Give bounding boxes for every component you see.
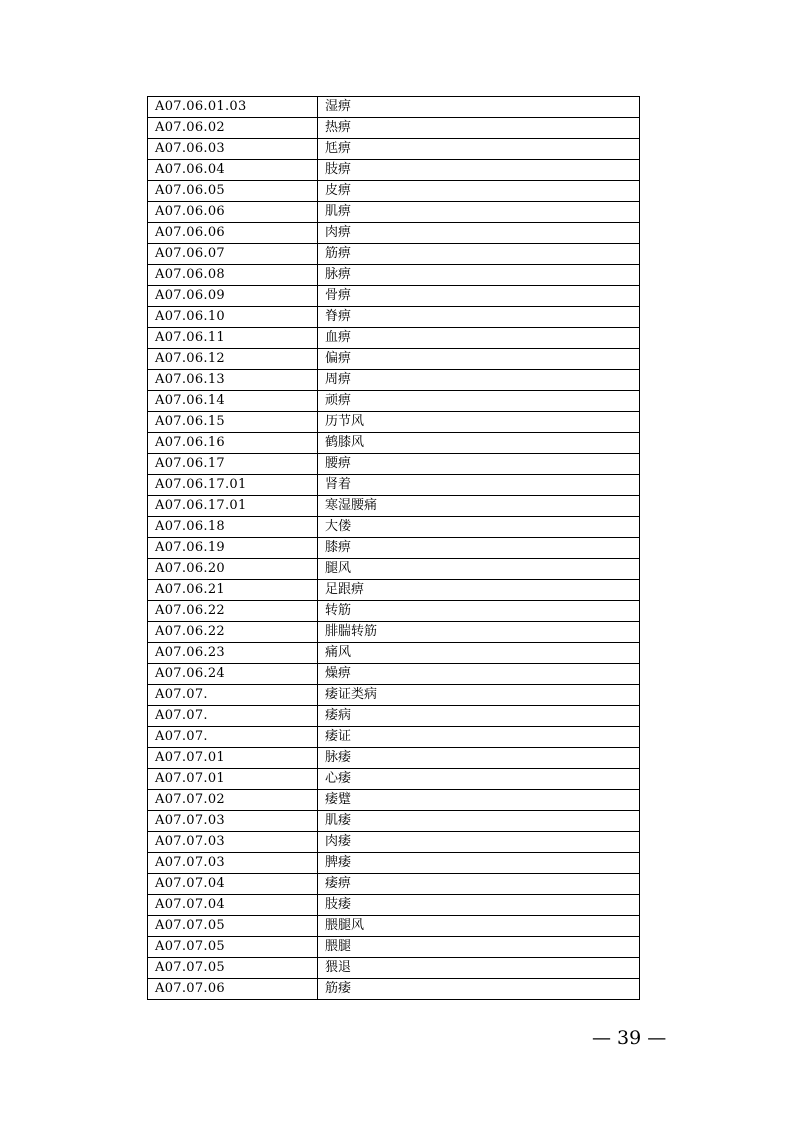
code-cell: A07.06.02 — [148, 118, 318, 139]
term-cell: 尪痹 — [318, 139, 640, 160]
table-row — [148, 727, 640, 748]
term-cell: 筋痹 — [318, 244, 640, 265]
table-row — [148, 223, 640, 244]
table-row — [148, 790, 640, 811]
code-cell: A07.07.06 — [148, 979, 318, 1000]
table-row — [148, 391, 640, 412]
code-cell: A07.07.05 — [148, 937, 318, 958]
code-cell: A07.06.05 — [148, 181, 318, 202]
table-row — [148, 832, 640, 853]
table-row — [148, 895, 640, 916]
code-cell: A07.06.09 — [148, 286, 318, 307]
term-cell: 偏痹 — [318, 349, 640, 370]
term-cell: 鹤膝风 — [318, 433, 640, 454]
code-cell: A07.06.23 — [148, 643, 318, 664]
table-row — [148, 433, 640, 454]
term-cell: 足跟痹 — [318, 580, 640, 601]
table-row — [148, 979, 640, 1000]
table-row — [148, 706, 640, 727]
table-row — [148, 811, 640, 832]
page-number: — 39 — — [592, 1027, 667, 1049]
code-cell: A07.07.01 — [148, 769, 318, 790]
table-row — [148, 370, 640, 391]
code-cell: A07.06.06 — [148, 223, 318, 244]
term-cell: 筋痿 — [318, 979, 640, 1000]
code-cell: A07.07.01 — [148, 748, 318, 769]
table-row — [148, 748, 640, 769]
table-row — [148, 496, 640, 517]
table-row — [148, 601, 640, 622]
code-cell: A07.07. — [148, 685, 318, 706]
table-row — [148, 580, 640, 601]
code-cell: A07.07. — [148, 706, 318, 727]
term-cell: 骨痹 — [318, 286, 640, 307]
code-cell: A07.06.04 — [148, 160, 318, 181]
table-row — [148, 643, 640, 664]
code-cell: A07.06.07 — [148, 244, 318, 265]
code-cell: A07.07.02 — [148, 790, 318, 811]
code-cell: A07.06.17 — [148, 454, 318, 475]
term-cell: 腲腿 — [318, 937, 640, 958]
table-row — [148, 769, 640, 790]
code-cell: A07.06.13 — [148, 370, 318, 391]
table-row — [148, 307, 640, 328]
table-row — [148, 139, 640, 160]
code-cell: A07.06.17.01 — [148, 496, 318, 517]
table-row — [148, 958, 640, 979]
term-cell: 肉痿 — [318, 832, 640, 853]
table-row — [148, 874, 640, 895]
code-cell: A07.06.03 — [148, 139, 318, 160]
code-cell: A07.06.15 — [148, 412, 318, 433]
term-cell: 肢痿 — [318, 895, 640, 916]
table-row — [148, 538, 640, 559]
table-row — [148, 160, 640, 181]
code-cell: A07.06.14 — [148, 391, 318, 412]
term-cell: 猥退 — [318, 958, 640, 979]
term-cell: 湿痹 — [318, 97, 640, 118]
code-cell: A07.06.12 — [148, 349, 318, 370]
code-cell: A07.07.05 — [148, 916, 318, 937]
term-cell: 顽痹 — [318, 391, 640, 412]
code-cell: A07.06.22 — [148, 601, 318, 622]
code-cell: A07.06.24 — [148, 664, 318, 685]
term-cell: 脉痹 — [318, 265, 640, 286]
code-cell: A07.06.06 — [148, 202, 318, 223]
term-cell: 肌痿 — [318, 811, 640, 832]
term-cell: 燥痹 — [318, 664, 640, 685]
code-cell: A07.07.03 — [148, 811, 318, 832]
table-row — [148, 181, 640, 202]
code-cell: A07.07.03 — [148, 853, 318, 874]
term-cell: 腓腨转筋 — [318, 622, 640, 643]
term-cell: 大偻 — [318, 517, 640, 538]
term-cell: 腰痹 — [318, 454, 640, 475]
code-cell: A07.06.11 — [148, 328, 318, 349]
code-cell: A07.06.16 — [148, 433, 318, 454]
code-cell: A07.06.21 — [148, 580, 318, 601]
code-cell: A07.06.01.03 — [148, 97, 318, 118]
table-row — [148, 664, 640, 685]
term-cell: 肾着 — [318, 475, 640, 496]
term-cell: 痿证 — [318, 727, 640, 748]
term-cell: 痿痹 — [318, 874, 640, 895]
code-cell: A07.06.08 — [148, 265, 318, 286]
term-cell: 痿证类病 — [318, 685, 640, 706]
term-cell: 转筋 — [318, 601, 640, 622]
table-row — [148, 265, 640, 286]
table-row — [148, 97, 640, 118]
table-body — [148, 97, 640, 1000]
term-cell: 肢痹 — [318, 160, 640, 181]
code-cell: A07.07.04 — [148, 874, 318, 895]
term-cell: 肌痹 — [318, 202, 640, 223]
table-row — [148, 412, 640, 433]
term-cell: 心痿 — [318, 769, 640, 790]
term-cell: 周痹 — [318, 370, 640, 391]
term-cell: 腿风 — [318, 559, 640, 580]
code-cell: A07.07. — [148, 727, 318, 748]
table-row — [148, 118, 640, 139]
table-row — [148, 244, 640, 265]
table-row — [148, 328, 640, 349]
code-cell: A07.06.19 — [148, 538, 318, 559]
table-row — [148, 853, 640, 874]
table-row — [148, 454, 640, 475]
term-cell: 热痹 — [318, 118, 640, 139]
term-cell: 痿躄 — [318, 790, 640, 811]
code-cell: A07.07.03 — [148, 832, 318, 853]
term-cell: 腲腿风 — [318, 916, 640, 937]
table-row — [148, 517, 640, 538]
term-cell: 膝痹 — [318, 538, 640, 559]
term-cell: 历节风 — [318, 412, 640, 433]
term-cell: 痿病 — [318, 706, 640, 727]
code-cell: A07.06.10 — [148, 307, 318, 328]
table-row — [148, 685, 640, 706]
table-row — [148, 475, 640, 496]
code-cell: A07.06.22 — [148, 622, 318, 643]
code-cell: A07.07.05 — [148, 958, 318, 979]
table-row — [148, 349, 640, 370]
table-row — [148, 622, 640, 643]
table-row — [148, 937, 640, 958]
table-row — [148, 286, 640, 307]
term-cell: 血痹 — [318, 328, 640, 349]
code-cell: A07.07.04 — [148, 895, 318, 916]
code-cell: A07.06.18 — [148, 517, 318, 538]
table-row — [148, 559, 640, 580]
table-row — [148, 202, 640, 223]
term-cell: 皮痹 — [318, 181, 640, 202]
code-table — [147, 96, 640, 1000]
term-cell: 寒湿腰痛 — [318, 496, 640, 517]
term-cell: 肉痹 — [318, 223, 640, 244]
term-cell: 脊痹 — [318, 307, 640, 328]
table-row — [148, 916, 640, 937]
term-cell: 脉痿 — [318, 748, 640, 769]
term-cell: 脾痿 — [318, 853, 640, 874]
term-cell: 痛风 — [318, 643, 640, 664]
code-cell: A07.06.17.01 — [148, 475, 318, 496]
code-cell: A07.06.20 — [148, 559, 318, 580]
